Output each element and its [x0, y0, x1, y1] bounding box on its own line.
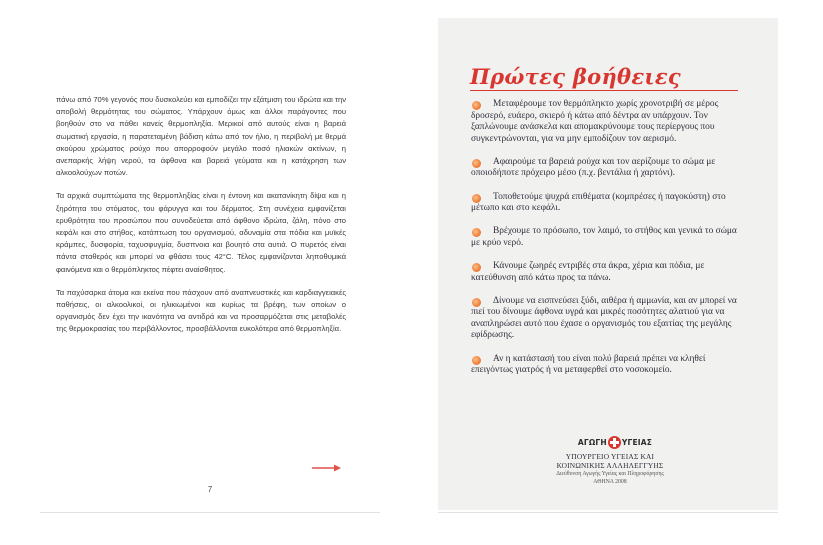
- paragraph: πάνω από 70% γεγονός που δυσκολεύει και εμποδίζει την εξάτμιση του ιδρώτα και την αποβολή θερμότητας του σώματος. Υπάρχουν όμως και άλλοι παράγοντες που βοηθούν στο να πάθει κανείς θερμοπληξία. Μερικοί από αυτούς είναι η βαρειά σωματική εργασία, η παρατεταμένη βάδιση κάτω από τον ήλιο, η περιβολή με θερμά σκούρου χρώματος ρούχο που απορροφούν μεγάλο ποσό ηλιακών ακτίνων, η ανεπαρκής λήψη νερού, τα άφθονα και βαρειά γεύματα και η κατάχρηση των αλκοολούχων ποτών.: [56, 95, 346, 178]
- footer-line: ΑΘΗΝΑ 2008: [593, 479, 627, 485]
- first-aid-steps: [471, 99, 737, 388]
- logo-text-right: ΥΓΕΙΑΣ: [621, 437, 653, 447]
- bullet-icon: [472, 101, 481, 110]
- page-divider: [438, 512, 778, 513]
- agogi-ygeias-logo: [570, 434, 660, 450]
- bullet-icon: [472, 194, 481, 203]
- list-item: [471, 296, 737, 342]
- list-item: [471, 99, 737, 145]
- step-text: Μεταφέρουμε τον θερμόπληκτο χωρίς χρονοτριβή σε μέρος δροσερό, ευάερο, σκιερό ή κάτω από δέντρα αν υπάρχουν. Τον ξαπλώνουμε ανάσκελα και απομακρύνουμε τους περίεργους που συγκεντρώνονται, για να μην εμποδίζουν τον αερισμό.: [471, 99, 719, 144]
- page-divider: [40, 512, 380, 513]
- page-title: Πρώτες βοήθειες: [470, 64, 682, 89]
- step-text: Δίνουμε να εισπνεύσει ξύδι, αιθέρα ή αμμωνία, και αν μπορεί να πιεί του δίνουμε άφθονα υγρά και μικρές ποσότητες αλατιού για να αναπληρώσει αυτό που έχασε ο οργανισμός του εξαιτίας της μεγάλης εφίδρωσης.: [471, 295, 737, 341]
- paragraph: Τα παχύσαρκα άτομα και εκείνα που πάσχουν από αναπνευστικές και καρδιαγγειακές παθήσεις, οι αλκοολικοί, οι ηλικιωμένοι και κυρίως τα βρέφη, των οποίων ο οργανισμός δεν έχει την ικανότητα να αντιδρά και να προσαρμόζεται στις μεταβολές της θερμοκρασίας του περιβάλλοντος, προσβάλλονται ευκολότερα από θερμοπληξία.: [56, 287, 346, 334]
- step-text: Βρέχουμε το πρόσωπο, τον λαιμό, το στήθος και γενικά το σώμα με κρύο νερό.: [471, 226, 737, 248]
- step-text: Αφαιρούμε τα βαρειά ρούχα και τον αερίζουμε το σώμα με οποιοδήποτε πρόχειρο μέσο (π.χ. βεντάλια ή χαρτόνι).: [471, 156, 716, 179]
- list-item: [471, 354, 737, 377]
- title-underline: [470, 90, 738, 91]
- bullet-icon: [472, 228, 481, 237]
- step-text: Αν η κατάστασή του είναι πολύ βαρειά πρέπει να κληθεί επειγόντως γιατρός ή να μεταφερθεί στο νοσοκομείο.: [471, 353, 706, 376]
- logo-text-left: ΑΓΩΓΗ: [577, 437, 607, 447]
- bullet-icon: [472, 356, 481, 365]
- left-page-text: [56, 94, 346, 347]
- bullet-icon: [472, 159, 481, 168]
- footer-line: ΚΟΙΝΩΝΙΚΗΣ ΑΛΛΗΛΕΓΓΥΗΣ: [556, 461, 664, 470]
- ministry-footer: [500, 452, 720, 486]
- footer-line: Διεύθυνση Αγωγής Υγείας και Πληροφόρησης: [556, 471, 664, 477]
- list-item: [471, 157, 737, 180]
- list-item: [471, 261, 737, 284]
- paragraph: Τα αρχικά συμπτώματα της θερμοπληξίας είναι η έντονη και ακατανίκητη δίψα και η ξηρότητα του στόματος, του φάρυγγα και του δέρματος. Στη συνέχεια εμφανίζεται ερυθρότητα του προσώπου που συνοδεύεται από άφθονο ιδρώτα, ζάλη, πόνο στο κεφάλι και στο στήθος, κατάπτωση του οργανισμού, αδυναμία στα πόδια και μυϊκές κράμπες, δυσφορία, ταχυσφυγμία, δυσπνοια και βουητό στα αυτιά. Ο πυρετός είναι πάντα σταθερός και μπορεί να φθάσει τους 42°C. Τέλος εμφανίζονται ληπoθυμικά φαινόμενα και ο θερμόπληκτος πέφτει αναίσθητος.: [56, 191, 346, 274]
- list-item: [471, 226, 737, 249]
- bullet-icon: [472, 298, 481, 307]
- arrow-right-icon[interactable]: [312, 464, 342, 472]
- cross-icon: [608, 436, 621, 449]
- bullet-icon: [472, 263, 481, 272]
- step-text: Τοποθετούμε ψυχρά επιθέματα (κομπρέσες ή παγοκύστη) στο μέτωπο και στο κεφάλι.: [471, 191, 726, 214]
- list-item: [471, 192, 737, 215]
- footer-line: ΥΠΟΥΡΓΕΙΟ ΥΓΕΙΑΣ ΚΑΙ: [565, 452, 655, 461]
- page-number: 7: [207, 485, 213, 494]
- step-text: Κάνουμε ζωηρές εντριβές στα άκρα, χέρια και πόδια, με κατεύθυνση από κάτω προς τα πάνω.: [471, 260, 705, 283]
